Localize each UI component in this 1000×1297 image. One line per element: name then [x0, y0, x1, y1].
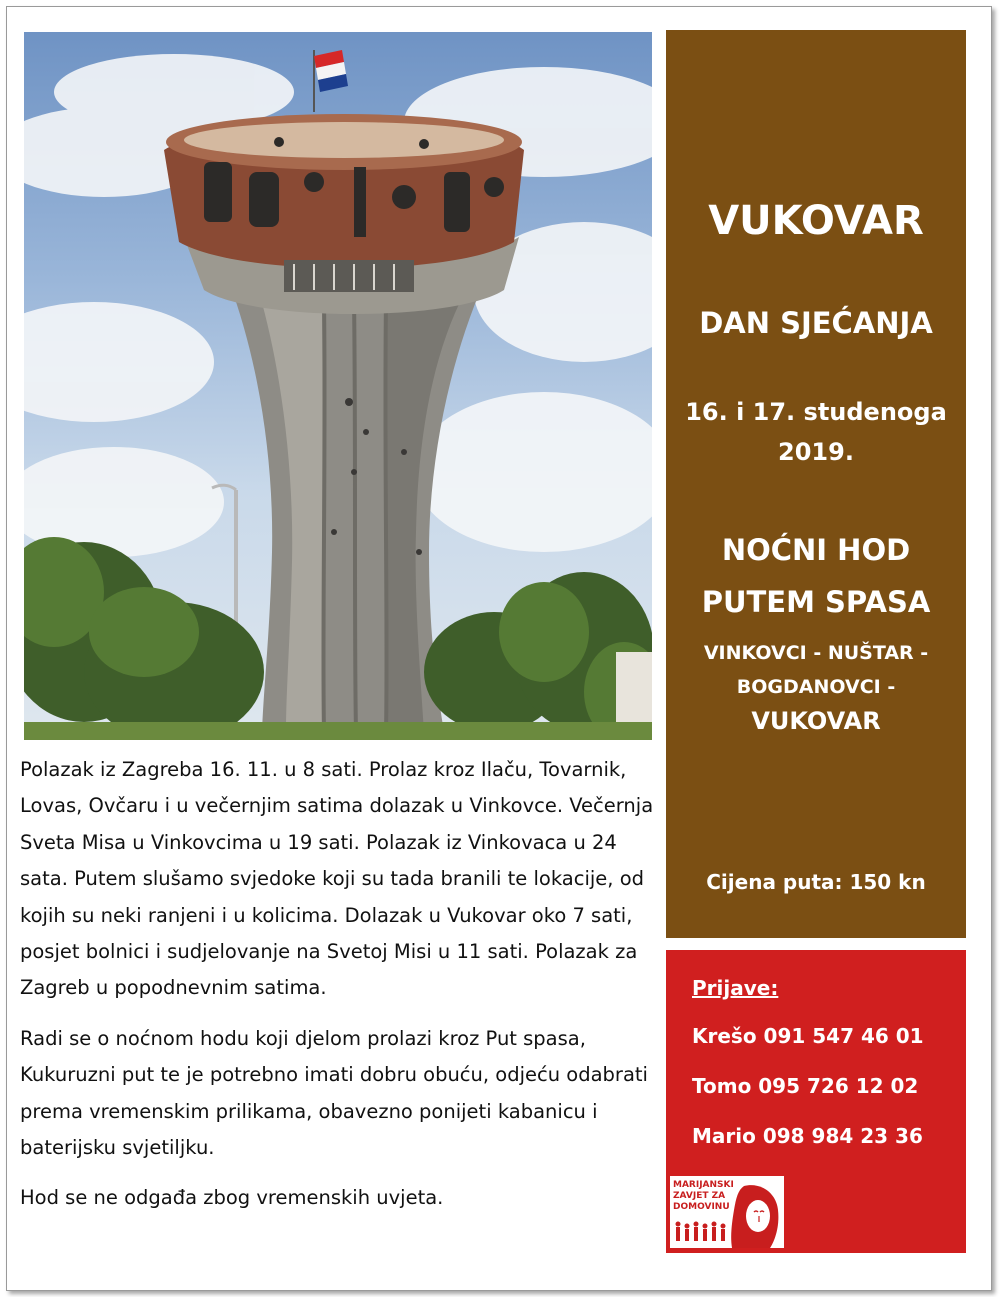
event-date [666, 392, 966, 472]
event-info-panel [666, 30, 966, 938]
registration-heading: Prijave: [692, 976, 779, 1000]
route [666, 636, 966, 740]
event-date-line2: 2019. [778, 438, 854, 466]
description [20, 752, 660, 1231]
walk-title [666, 524, 966, 628]
event-date-line1: 16. i 17. studenoga [685, 398, 947, 426]
event-subtitle: DAN SJEĆANJA [699, 306, 933, 340]
route-line1: VINKOVCI - NUŠTAR - [703, 642, 929, 664]
price: Cijena puta: 150 kn [706, 870, 926, 894]
route-line3: VUKOVAR [751, 707, 881, 735]
logo-text: MARIJANSKI ZAVJET ZA DOMOVINU [673, 1180, 734, 1212]
walk-title-line2: PUTEM SPASA [701, 585, 931, 619]
description-paragraph-3: Hod se ne odgađa zbog vremenskih uvjeta. [20, 1186, 444, 1210]
description-paragraph-1: Polazak iz Zagreba 16. 11. u 8 sati. Prolaz kroz Ilaču, Tovarnik, Lovas, Ovčaru i u večernjim satima dolazak u Vinkovce. Večernja Sveta Misa u Vinkovcima u 19 sati. Polazak iz Vinkovaca u 24 sata. Putem slušamo svjedoke koji su tada branili te lokacije, od kojih su neki ranjeni i u kolicima. Dolazak u Vukovar oko 7 sati, posjet bolnici i sudjelovanje na Svetoj Misi u 11 sati. Polazak za Zagreb u popodnevnim satima. [20, 758, 654, 1000]
contact-kreso: Krešo 091 547 46 01 [692, 1024, 924, 1048]
walk-title-line1: NOĆNI HOD [721, 533, 911, 567]
event-title: VUKOVAR [708, 198, 924, 244]
water-tower-illustration [24, 32, 652, 740]
water-tower-photo [24, 32, 652, 740]
description-paragraph-2: Radi se o noćnom hodu koji djelom prolazi kroz Put spasa, Kukuruzni put te je potrebno imati dobru obuću, odjeću odabrati prema vremenskim prilikama, obavezno ponijeti kabanicu i baterijsku svjetiljku. [20, 1026, 648, 1160]
registration-panel [666, 950, 966, 1253]
route-line2: BOGDANOVCI - [736, 676, 896, 698]
contact-mario: Mario 098 984 23 36 [692, 1124, 923, 1148]
marijanski-zavjet-logo [670, 1176, 784, 1248]
croatian-flag [314, 50, 348, 92]
contact-tomo: Tomo 095 726 12 02 [692, 1074, 919, 1098]
